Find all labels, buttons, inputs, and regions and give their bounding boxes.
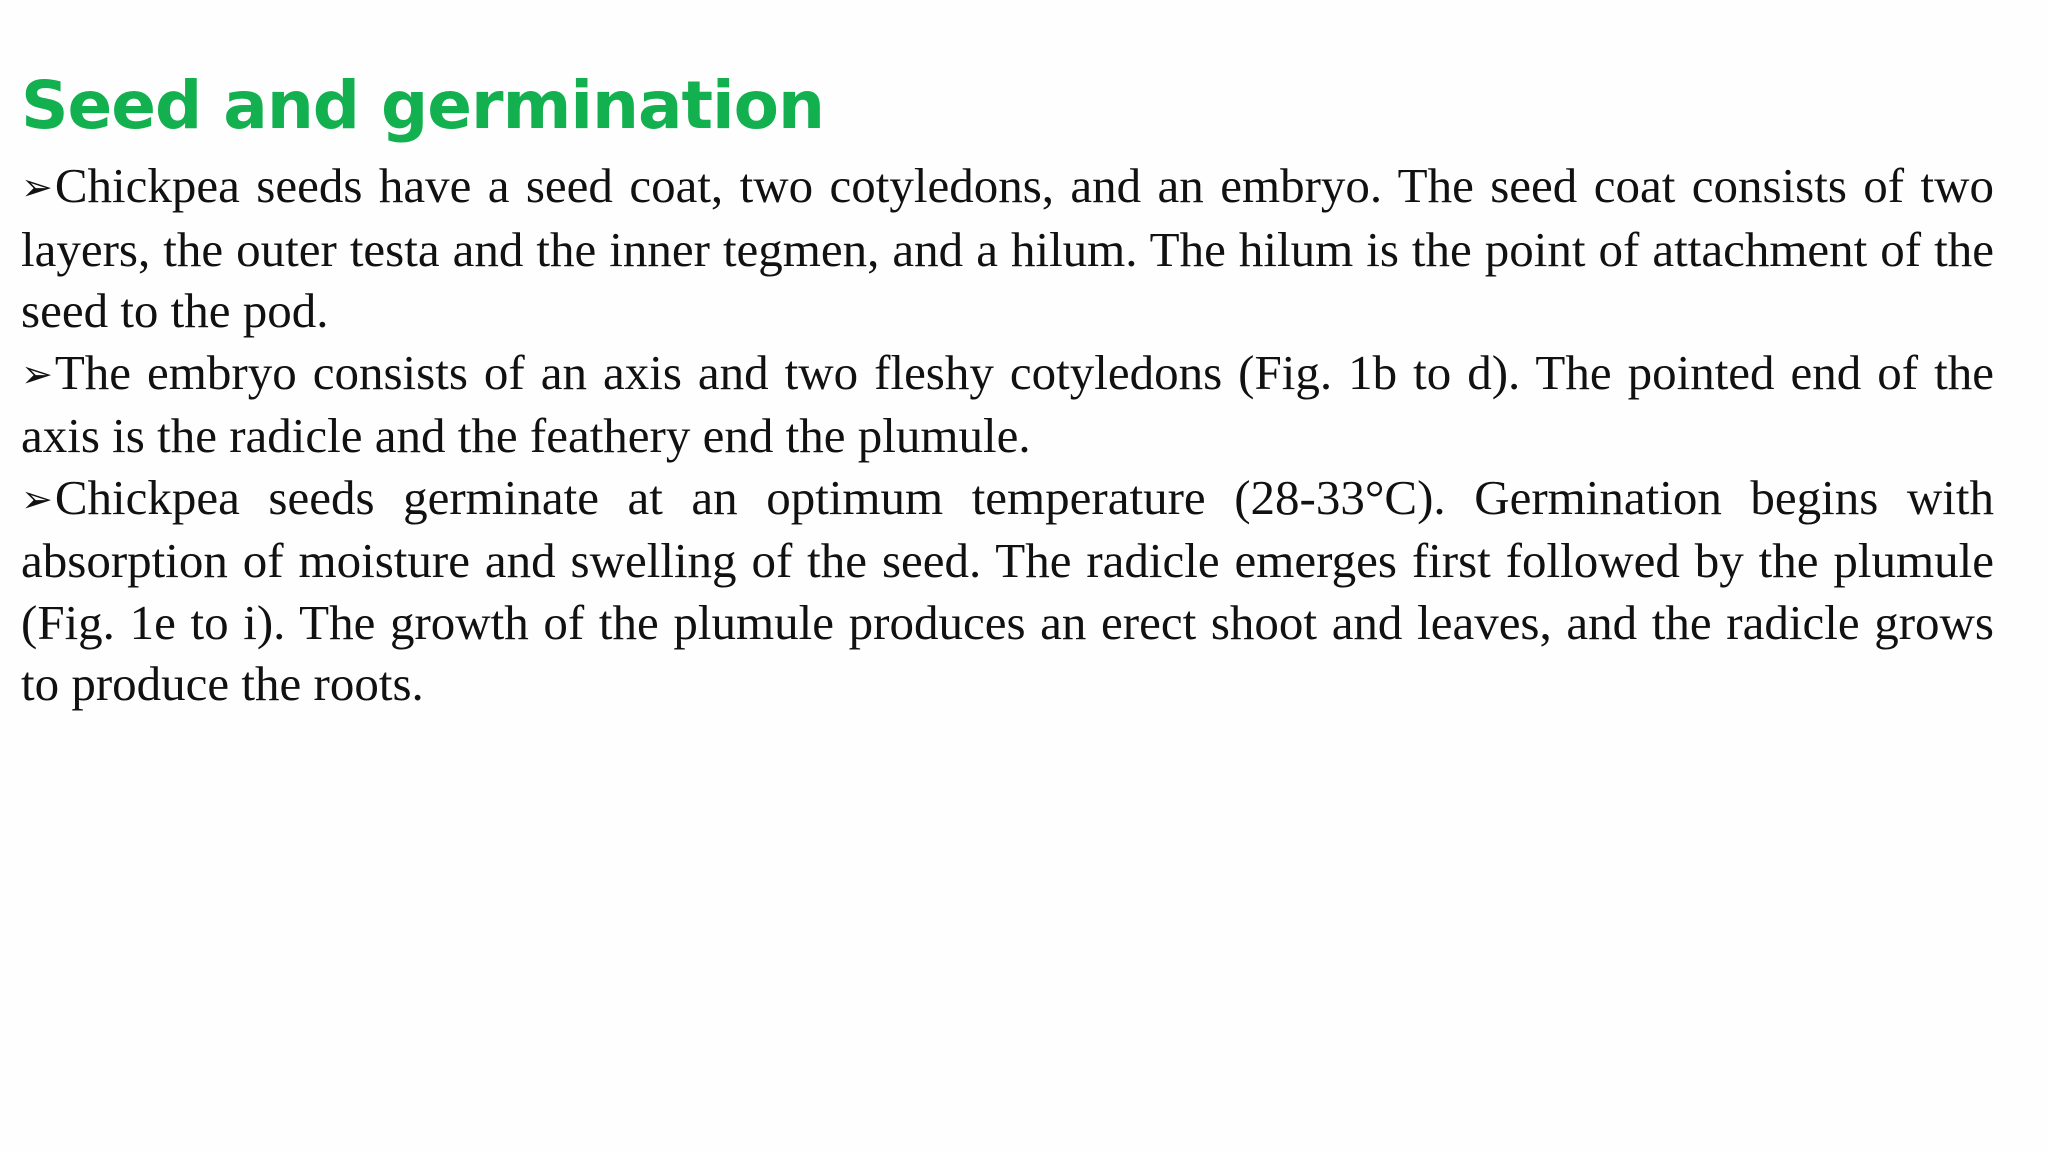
bullet-text: The embryo consists of an axis and two fleshy cotyledons (Fig. 1b to d). The pointed end of the axis is the radicle and the feathery end the plumule. (21, 344, 1994, 463)
bullet-item-embryo (21, 342, 1994, 467)
arrow-bullet-icon: ➢ (21, 476, 53, 521)
bullet-item-germination (21, 467, 1994, 715)
slide-title: Seed and germination (21, 67, 825, 144)
arrow-bullet-icon: ➢ (21, 165, 53, 209)
bullet-text: Chickpea seeds germinate at an optimum temperature (28-33°C). Germination begins with absorption of moisture and swelling of the seed. The radicle emerges first followed by the plumule (Fig. 1e to i). The growth of the plumule produces an erect shoot and leaves, and the radicle grows to produce the roots. (21, 469, 1994, 711)
bullet-item-seed-structure (21, 155, 1994, 342)
bullet-text: Chickpea seeds have a seed coat, two cotyledons, and an embryo. The seed coat consists of two layers, the outer testa and the inner tegmen, and a hilum. The hilum is the point of attachment of the seed to the pod. (21, 158, 1994, 338)
slide-body (21, 155, 1994, 715)
arrow-bullet-icon: ➢ (21, 351, 53, 396)
